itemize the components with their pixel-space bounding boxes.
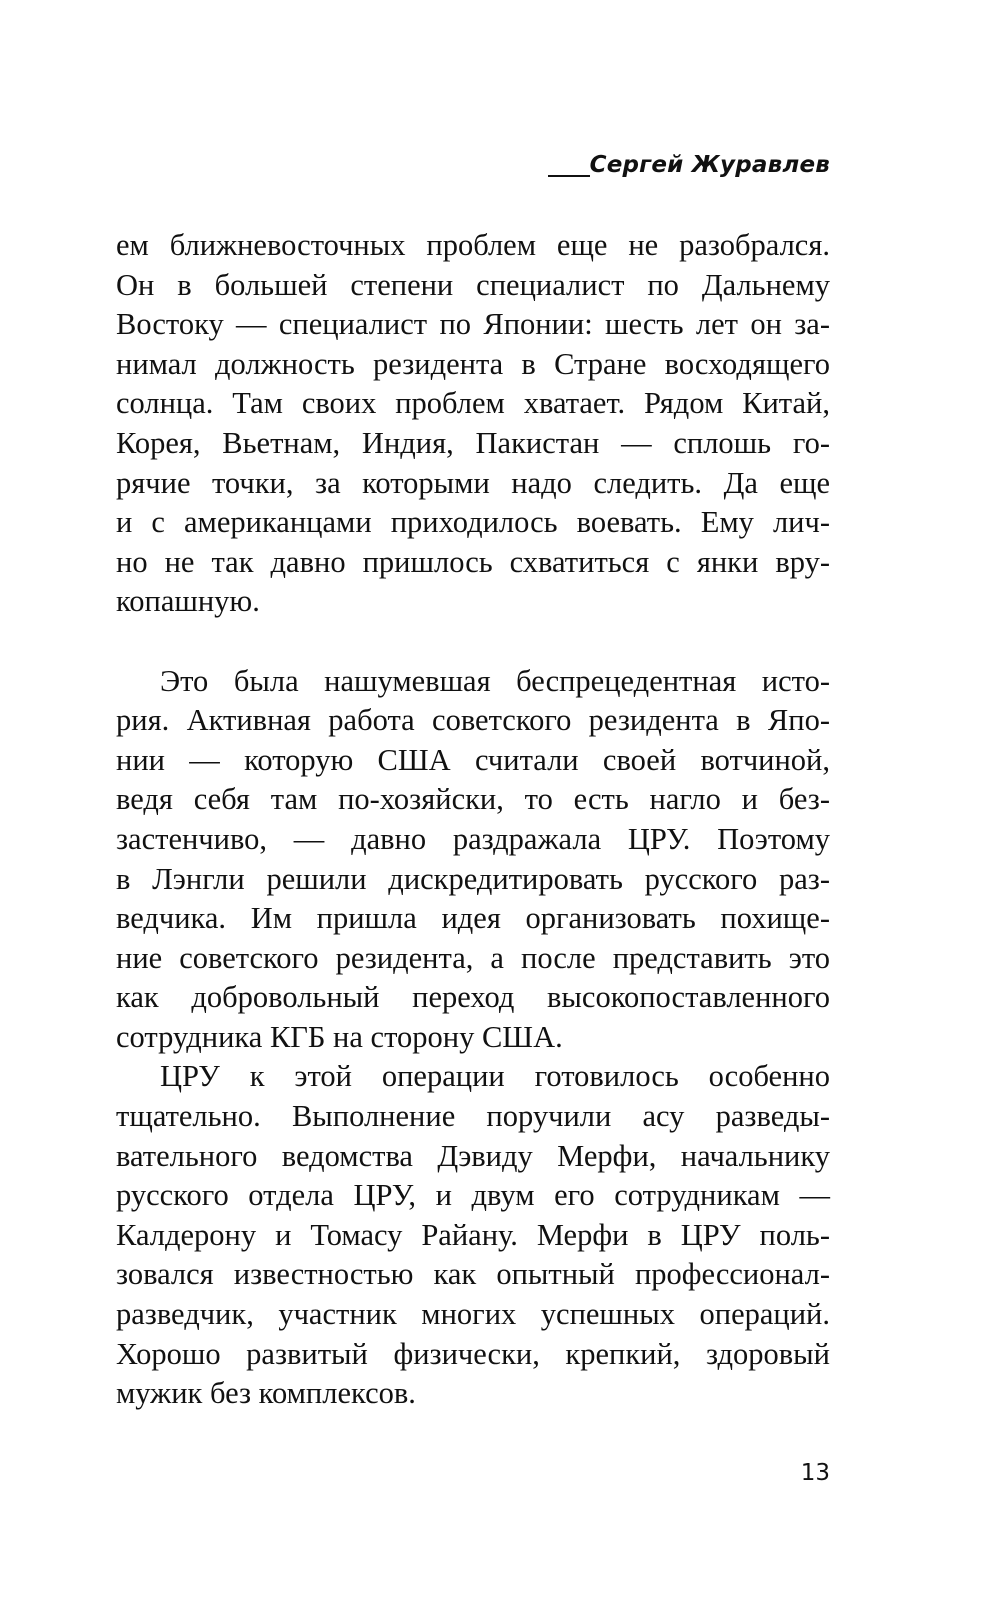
running-head-author: Сергей Журавлев xyxy=(589,152,830,178)
paragraph-3 xyxy=(116,1057,830,1413)
text-line: Корея, Вьетнам, Индия, Пакистан — сплошь го- xyxy=(116,425,830,460)
paragraph-2 xyxy=(116,662,830,1058)
text-line: копашную. xyxy=(116,584,260,619)
text-line: ведчика. Им пришла идея организовать похище- xyxy=(116,901,830,936)
text-line: Востоку — специалист по Японии: шесть лет он за- xyxy=(116,307,830,342)
text-line: Это была нашумевшая беспрецедентная исто- xyxy=(160,663,830,698)
text-line: но не так давно пришлось схватиться с янки вру- xyxy=(116,544,830,579)
text-line: Калдерону и Томасу Райану. Мерфи в ЦРУ поль- xyxy=(116,1217,830,1252)
text-line: нии — которую США считали своей вотчиной, xyxy=(116,742,830,777)
text-line: разведчик, участник многих успешных операций. xyxy=(116,1297,830,1332)
text-line: зовался известностью как опытный профессионал- xyxy=(116,1257,830,1292)
text-line: застенчиво, — давно раздражала ЦРУ. Поэтому xyxy=(116,821,830,856)
text-line: вательного ведомства Дэвиду Мерфи, начальнику xyxy=(116,1138,830,1173)
text-line: тщательно. Выполнение поручили асу разведы- xyxy=(116,1099,830,1134)
text-line: ем ближневосточных проблем еще не разобрался. xyxy=(116,228,830,262)
text-line: в Лэнгли решили дискредитировать русского раз- xyxy=(116,861,830,896)
header-rule xyxy=(548,175,590,177)
text-line: как добровольный переход высокопоставленного xyxy=(116,980,830,1015)
text-line: нимал должность резидента в Стране восходящего xyxy=(116,346,830,381)
text-line: рия. Активная работа советского резидента в Япо- xyxy=(116,703,830,738)
text-line: ведя себя там по-хозяйски, то есть нагло и без- xyxy=(116,782,830,817)
body-text xyxy=(116,226,830,1414)
text-line: солнца. Там своих проблем хватает. Рядом Китай, xyxy=(116,386,830,421)
text-line: ЦРУ к этой операции готовилось особенно xyxy=(160,1059,830,1094)
text-line: русского отдела ЦРУ, и двум его сотрудникам — xyxy=(116,1178,830,1213)
running-head xyxy=(548,150,830,186)
text-line: Хорошо развитый физически, крепкий, здоровый xyxy=(116,1336,830,1371)
text-line: ние советского резидента, а после представить это xyxy=(116,940,830,975)
text-line: сотрудника КГБ на сторону США. xyxy=(116,1019,563,1054)
text-line: и с американцами приходилось воевать. Ему лич- xyxy=(116,505,830,540)
text-line: рячие точки, за которыми надо следить. Да еще xyxy=(116,465,830,500)
text-line: Он в большей степени специалист по Дальнему xyxy=(116,267,830,302)
paragraph-1 xyxy=(116,226,830,622)
text-line: мужик без комплексов. xyxy=(116,1376,416,1411)
page-number: 13 xyxy=(800,1460,830,1486)
